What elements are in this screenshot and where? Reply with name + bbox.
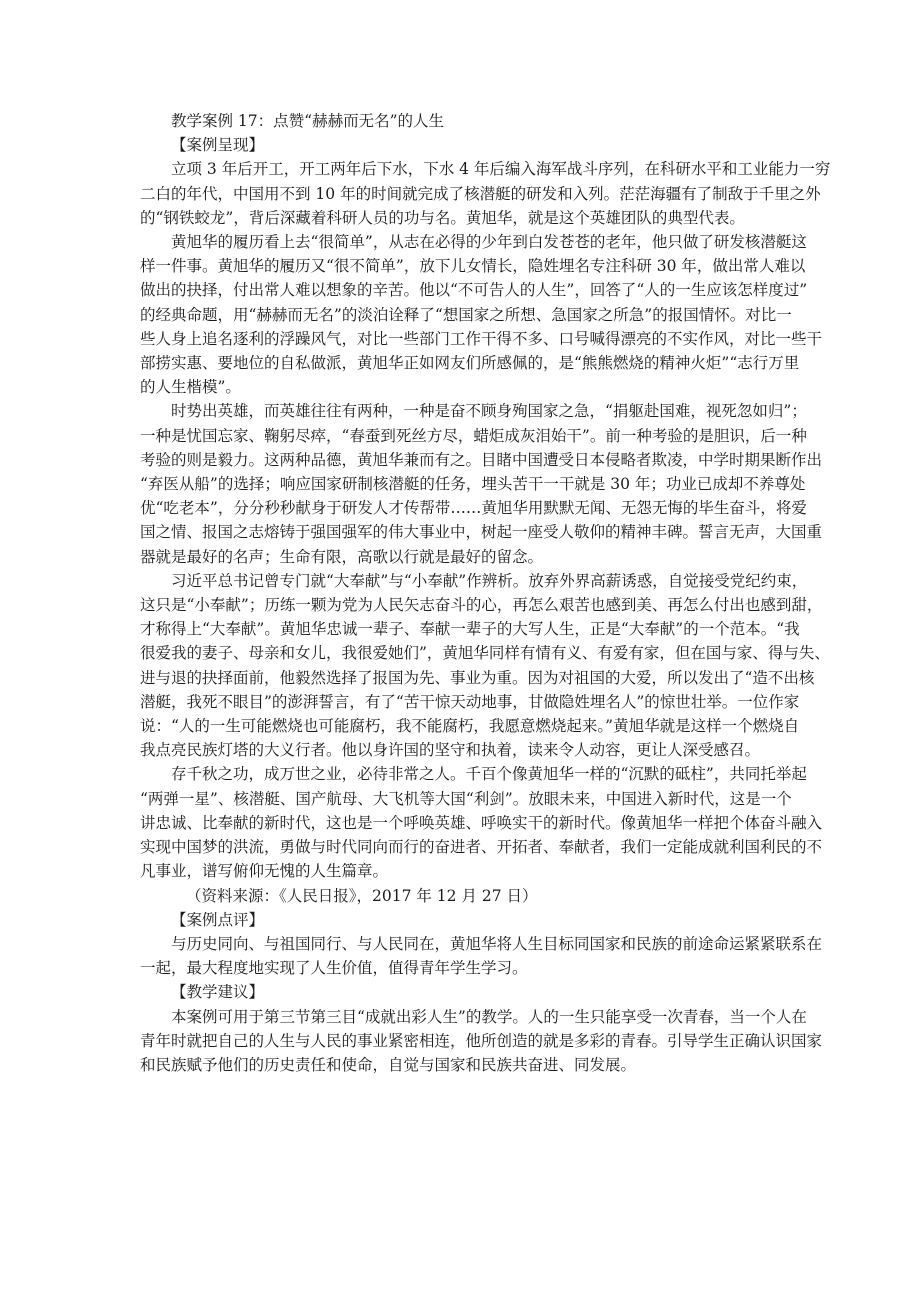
body-line: 些人身上追名逐利的浮躁风气，对比一些部门工作干得不多、口号喊得漂亮的不实作风，对比一些干: [140, 329, 823, 348]
source-citation: （资料来源：《人民日报》，2017 年 12 月 27 日）: [186, 886, 538, 905]
document-page: [140, 109, 831, 1077]
section-heading-comment: 【案例点评】: [171, 910, 265, 929]
body-line: 进与退的抉择面前，他毅然选择了报国为先、事业为重。因为对祖国的大爱，所以发出了“造不出核: [140, 668, 815, 687]
suggestion-line: 和民族赋予他们的历史责任和使命，自觉与国家和民族共奋进、同发展。: [140, 1055, 637, 1074]
body-line: 时势出英雄，而英雄往往有两种，一种是奋不顾身殉国家之急，“捐躯赴国难，视死忽如归”；: [171, 402, 807, 421]
comment-line: 与历史同向、与祖国同行、与人民同在，黄旭华将人生目标同国家和民族的前途命运紧紧联系在: [171, 934, 823, 953]
body-line: 器就是最好的名声；生命有限，高歌以行就是最好的留念。: [140, 547, 544, 566]
body-line: 部捞实惠、要地位的自私做派，黄旭华正如网友们所感佩的，是“熊熊燃烧的精神火炬”“志行万里: [140, 354, 800, 373]
body-line: 很爱我的妻子、母亲和女儿，我很爱她们”，黄旭华同样有情有义、有爱有家，但在国与家、得与失、: [140, 644, 830, 663]
body-line: 实现中国梦的洪流，勇做与时代同向而行的奋进者、开拓者、奉献者，我们一定能成就利国利民的不: [140, 838, 823, 857]
section-heading-suggestion: 【教学建议】: [171, 983, 265, 1002]
suggestion-line: 青年时就把自己的人生与人民的事业紧密相连，他所创造的就是多彩的青春。引导学生正确认识国家: [140, 1031, 823, 1050]
body-line: 的人生楷模”。: [140, 378, 241, 397]
body-line: 讲忠诚、比奉献的新时代，这也是一个呼唤英雄、呼唤实干的新时代。像黄旭华一样把个体奋斗融入: [140, 813, 823, 832]
body-line: 这只是“小奉献”；历练一颗为党为人民矢志奋斗的心，再怎么艰苦也感到美、再怎么付出也感到甜，: [140, 596, 823, 615]
body-line: 黄旭华的履历看上去“很简单”，从志在必得的少年到白发苍苍的老年，他只做了研发核潜艇这: [171, 233, 807, 252]
body-line: 存千秋之功，成万世之业，必待非常之人。千百个像黄旭华一样的“沉默的砥柱”，共同托举起: [171, 765, 807, 784]
body-line: 凡事业，谱写俯仰无愧的人生篇章。: [140, 862, 389, 881]
body-line: “两弹一星”、核潜艇、国产航母、大飞机等大国“利剑”。放眼未来，中国进入新时代，这是一个: [140, 789, 792, 808]
body-line: 的经典命题，用“赫赫而无名”的淡泊诠释了“想国家之所想、急国家之所急”的报国情怀。对比一: [140, 305, 792, 324]
body-line: 的“钢铁蛟龙”，背后深藏着科研人员的功与名。黄旭华，就是这个英雄团队的典型代表。: [140, 208, 745, 227]
section-heading-presentation: 【案例呈现】: [171, 136, 265, 155]
body-line: 我点亮民族灯塔的大义行者。他以身许国的坚守和执着，读来令人动容，更让人深受感召。: [140, 741, 761, 760]
body-line: 样一件事。黄旭华的履历又“很不简单”，放下儿女情长，隐姓埋名专注科研 30 年，做出常人难以: [140, 257, 806, 276]
body-line: 立项 3 年后开工，开工两年后下水，下水 4 年后编入海军战斗序列，在科研水平和工业能力一穷: [171, 160, 831, 179]
suggestion-line: 本案例可用于第三节第三目“成就出彩人生”的教学。人的一生只能享受一次青春，当一个人在: [171, 1007, 807, 1026]
comment-line: 一起，最大程度地实现了人生价值，值得青年学生学习。: [140, 959, 528, 978]
body-line: 习近平总书记曾专门就“大奉献”与“小奉献”作辨析。放弃外界高薪诱惑，自觉接受党纪约束，: [171, 571, 808, 590]
body-line: 做出的抉择，付出常人难以想象的辛苦。他以“不可告人的人生”，回答了“人的一生应该怎样度过”: [140, 281, 808, 300]
body-line: 二白的年代，中国用不到 10 年的时间就完成了核潜艇的研发和入列。茫茫海疆有了制敌于千里之外: [140, 184, 821, 203]
body-line: 优“吃老本”，分分秒秒献身于研发人才传帮带……黄旭华用默默无闻、无怨无悔的毕生奋斗，将爱: [140, 499, 807, 518]
body-line: 潜艇，我死不眼目”的澎湃誓言，有了“苦干惊天动地事，甘做隐姓埋名人”的惊世壮举。一位作家: [140, 692, 800, 711]
body-line: 一种是忧国忘家、鞠躬尽瘁，“春蚕到死丝方尽，蜡炬成灰泪始干”。前一种考验的是胆识，后一种: [140, 426, 807, 445]
body-line: 考验的则是毅力。这两种品德，黄旭华兼而有之。目睹中国遭受日本侵略者欺凌，中学时期果断作出: [140, 450, 823, 469]
body-line: “弃医从船”的选择；响应国家研制核潜艇的任务，埋头苦干一干就是 30 年；功业已成却不养尊处: [140, 475, 806, 494]
document-title: 教学案例 17：点赞“赫赫而无名”的人生: [171, 112, 444, 130]
body-line: 国之情、报国之志熔铸于强国强军的伟大事业中，树起一座受人敬仰的精神丰碑。誓言无声，大国重: [140, 523, 823, 542]
body-line: 说：“人的一生可能燃烧也可能腐朽，我不能腐朽，我愿意燃烧起来。”黄旭华就是这样一个燃烧自: [140, 717, 800, 736]
body-line: 才称得上“大奉献”。黄旭华忠诚一辈子、奉献一辈子的大写人生，正是“大奉献”的一个范本。“我: [140, 620, 800, 639]
